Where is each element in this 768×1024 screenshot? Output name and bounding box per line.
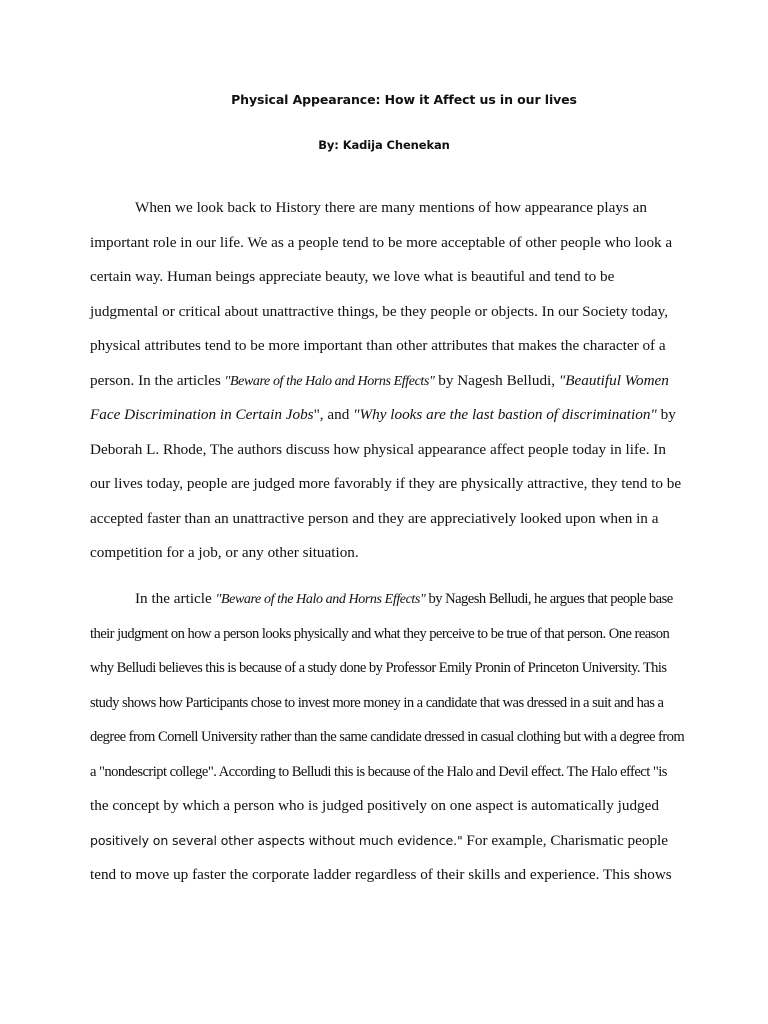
paragraph-line: judgmental or critical about unattractive things, be they people or objects. In our Society today,: [90, 302, 669, 320]
article-title-italic: "Beware of the Halo and Horns Effects": [215, 592, 426, 607]
paragraph-line: accepted faster than an unattractive person and they are appreciatively looked upon when in a: [90, 509, 659, 527]
paragraph-line: a "nondescript college". According to Belludi this is because of the Halo and Devil effect. The Halo effect "is: [90, 763, 667, 780]
quoted-text: positively on several other aspects without much evidence.": [90, 832, 463, 848]
paragraph-line: Deborah L. Rhode, The authors discuss how physical appearance affect people today in life. In: [90, 440, 666, 458]
paragraph-line: certain way. Human beings appreciate beauty, we love what is beautiful and tend to be: [90, 268, 615, 285]
text-run: by: [656, 406, 676, 423]
paragraph-line: When we look back to History there are many mentions of how appearance plays an: [135, 199, 647, 216]
paragraph-line: study shows how Participants chose to invest more money in a candidate that was dressed in a suit and has a: [90, 694, 664, 711]
text-run: by Nagesh Belludi, he argues that people base: [425, 591, 673, 607]
text-run: by Nagesh Belludi,: [434, 371, 559, 389]
paragraph-line: why Belludi believes this is because of a study done by Professor Emily Pronin of Princeton University. This: [90, 660, 667, 676]
paragraph-line: [90, 405, 676, 425]
paragraph-line: their judgment on how a person looks physically and what they perceive to be true of that person. One reason: [90, 625, 670, 642]
text-run: In the article: [135, 590, 216, 607]
text-run: For example, Charismatic people: [462, 831, 669, 849]
text-run: ", and: [313, 406, 354, 423]
paragraph-line: [135, 589, 673, 609]
paragraph-line: important role in our life. We as a people tend to be more acceptable of other people who look a: [90, 233, 673, 251]
text-run: person. In the articles: [90, 371, 225, 389]
paragraph-line: degree from Cornell University rather than the same candidate dressed in casual clothing but with a degree from: [90, 729, 685, 745]
paragraph-line: [90, 831, 668, 851]
article-title-italic: "Beautiful Women: [558, 371, 669, 389]
document-author: By: Kadija Chenekan: [318, 138, 450, 152]
document-title: Physical Appearance: How it Affect us in our lives: [231, 92, 577, 107]
article-title-italic: Face Discrimination in Certain Jobs: [90, 406, 314, 423]
paragraph-line: competition for a job, or any other situation.: [90, 544, 359, 561]
paragraph-line: the concept by which a person who is judged positively on one aspect is automatically judged: [90, 797, 659, 814]
paragraph-line: our lives today, people are judged more favorably if they are physically attractive, they tend to be: [90, 475, 682, 492]
paragraph-line: tend to move up faster the corporate ladder regardless of their skills and experience. This shows: [90, 866, 672, 883]
article-title-italic: "Why looks are the last bastion of discrimination": [353, 406, 657, 423]
paragraph-line: [90, 371, 669, 391]
paragraph-line: physical attributes tend to be more important than other attributes that makes the character of a: [90, 337, 666, 354]
article-title-italic: "Beware of the Halo and Horns Effects": [224, 373, 435, 389]
